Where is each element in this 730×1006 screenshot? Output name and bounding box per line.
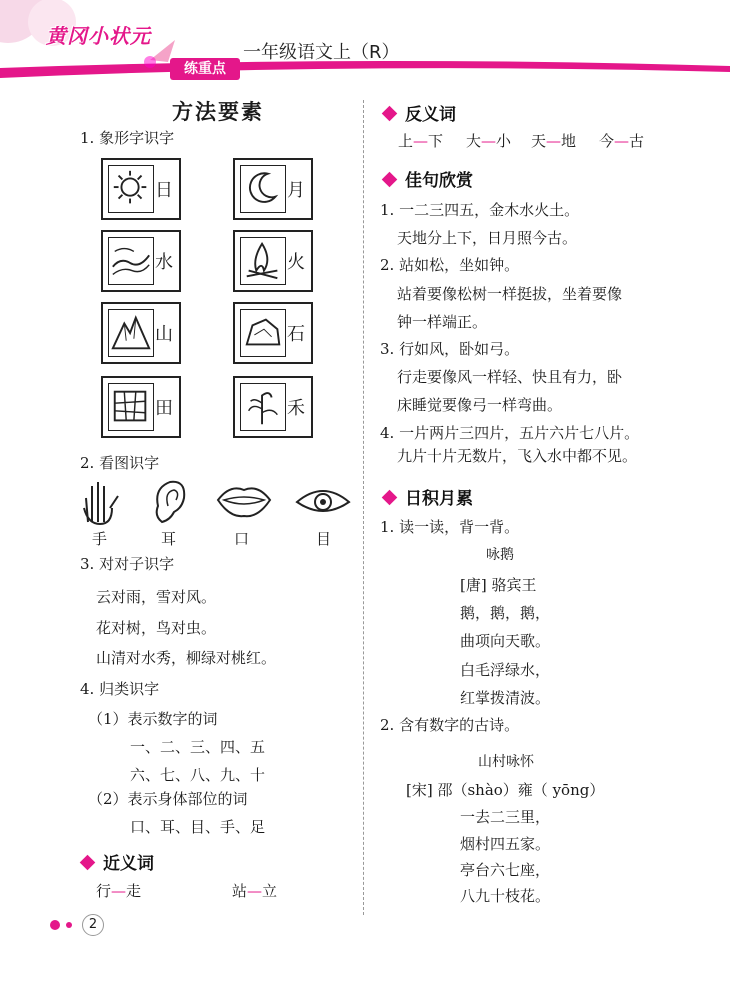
sentence-line: 九片十片无数片，飞入水中都不见。 (397, 447, 638, 465)
poem-line: 一去二三里， (460, 808, 551, 826)
diamond-icon (382, 171, 398, 187)
poem-author: [宋] 邵（shào）雍（ yōng） (406, 781, 605, 799)
poem-line: 烟村四五家。 (460, 835, 551, 853)
moon-icon (240, 165, 286, 213)
pictograph-char: 石 (287, 324, 305, 345)
pictograph-box-stone (233, 302, 313, 364)
poem-title: 咏鹅 (486, 547, 514, 563)
body-part-label: 耳 (161, 530, 177, 548)
pictograph-box-fire (233, 230, 313, 292)
couplet-line: 云对雨，雪对风。 (96, 588, 217, 606)
body-part-label: 口 (234, 530, 250, 548)
poem-line: 亭台六七座， (460, 861, 551, 879)
category-title-numbers: （1）表示数字的词 (88, 710, 218, 728)
synonyms-heading: 近义词 (82, 849, 154, 874)
poem-author: [唐] 骆宾王 (460, 576, 537, 594)
antonyms-heading: 反义词 (384, 100, 456, 125)
synonym-pair: 行—走 (96, 882, 142, 900)
sun-icon (108, 165, 154, 213)
pictograph-box-mountain (101, 302, 181, 364)
couplet-line: 花对树，鸟对虫。 (96, 619, 217, 637)
column-divider (363, 100, 364, 915)
couplet-line: 山清对水秀，柳绿对桃红。 (96, 649, 277, 667)
antonym-pair: 上—下 (398, 132, 444, 150)
subheading-couplets: 3. 对对子识字 (80, 555, 175, 573)
pictograph-char: 火 (287, 252, 305, 273)
pictograph-char: 水 (155, 252, 173, 273)
field-icon (108, 383, 154, 431)
diamond-icon (382, 105, 398, 121)
pictograph-char: 日 (155, 180, 173, 201)
category-title-body: （2）表示身体部位的词 (88, 790, 248, 808)
pictograph-char: 田 (155, 398, 173, 419)
page-header (0, 0, 730, 90)
poem-line: 鹅，鹅，鹅， (460, 604, 551, 622)
category-line: 一、二、三、四、五 (130, 738, 266, 756)
pictograph-box-field (101, 376, 181, 438)
mountain-icon (108, 309, 154, 357)
sentence-line: 天地分上下，日月照今古。 (397, 229, 578, 247)
page-number: 2 (82, 914, 104, 936)
footer-dot (50, 920, 60, 930)
stone-icon (240, 309, 286, 357)
poem-title: 山村咏怀 (478, 754, 534, 770)
daily-subheading: 2. 含有数字的古诗。 (380, 716, 520, 734)
subheading-categorize: 4. 归类识字 (80, 680, 160, 698)
synonym-pair: 站—立 (232, 882, 278, 900)
pictograph-box-sun (101, 158, 181, 220)
poem-line: 白毛浮绿水， (460, 661, 551, 679)
sentences-heading: 佳句欣赏 (384, 166, 473, 191)
eye-icon (295, 484, 351, 520)
sentence-line: 3. 行如风，卧如弓。 (380, 340, 520, 358)
sentence-line: 钟一样端正。 (397, 313, 488, 331)
antonym-pair: 天—地 (531, 132, 577, 150)
ear-icon (150, 476, 190, 526)
body-part-label: 目 (316, 530, 332, 548)
daily-subheading: 1. 读一读，背一背。 (380, 518, 520, 536)
poem-line: 红掌拨清波。 (460, 689, 551, 707)
hand-icon (78, 478, 122, 526)
subheading-pictograph: 1. 象形字识字 (80, 129, 175, 147)
sentence-line: 2. 站如松，坐如钟。 (380, 256, 520, 274)
diamond-icon (382, 489, 398, 505)
pictograph-box-water (101, 230, 181, 292)
footer-dot (66, 922, 72, 928)
pictograph-char: 禾 (287, 398, 305, 419)
sentence-line: 行走要像风一样轻、快且有力，卧 (397, 368, 623, 386)
mouth-icon (214, 480, 274, 522)
poem-line: 曲项向天歌。 (460, 632, 551, 650)
antonym-pair: 今—古 (599, 132, 645, 150)
sentence-line: 床睡觉要像弓一样弯曲。 (397, 396, 563, 414)
pictograph-char: 月 (287, 180, 305, 201)
fire-icon (240, 237, 286, 285)
sentence-line: 站着要像松树一样挺拔，坐着要像 (397, 285, 623, 303)
sentence-line: 4. 一片两片三四片，五片六片七八片。 (380, 424, 640, 442)
diamond-icon (80, 854, 96, 870)
brand-logo: 黄冈小状元 (46, 24, 151, 48)
poem-line: 八九十枝花。 (460, 887, 551, 905)
pictograph-char: 山 (155, 324, 173, 345)
water-icon (108, 237, 154, 285)
section-title-methods: 方法要素 (172, 99, 264, 124)
book-title: 一年级语文上（R） (243, 42, 400, 63)
practice-badge: 练重点 (170, 58, 240, 80)
antonym-pair: 大—小 (466, 132, 512, 150)
pictograph-box-grain (233, 376, 313, 438)
grain-icon (240, 383, 286, 431)
category-line: 六、七、八、九、十 (130, 766, 266, 784)
body-part-label: 手 (92, 530, 108, 548)
category-line: 口、耳、目、手、足 (130, 818, 266, 836)
subheading-picture-literacy: 2. 看图识字 (80, 454, 160, 472)
daily-heading: 日积月累 (384, 484, 473, 509)
sentence-line: 1. 一二三四五，金木水火土。 (380, 201, 580, 219)
pictograph-box-moon (233, 158, 313, 220)
